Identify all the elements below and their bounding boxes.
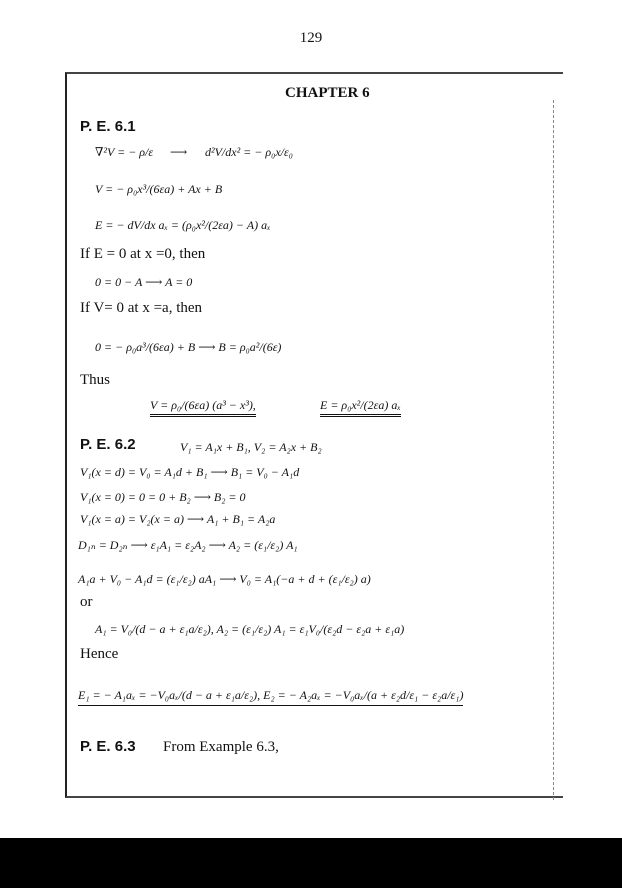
result-a-zero: 0 = 0 − A ⟶ A = 0: [95, 275, 193, 289]
page-number: 129: [299, 30, 323, 46]
boundary-eq-3: V₁(x = a) = V₂(x = a) ⟶ A₁ + B₁ = A₂a: [80, 512, 276, 526]
frame-right-edge: [553, 100, 554, 800]
pe-6-3-label: P. E. 6.3: [80, 738, 136, 755]
condition-v-zero: If V= 0 at x =a, then: [80, 300, 203, 316]
final-field: E = ρ₀x²/(2εa) aₓ: [320, 398, 401, 417]
chapter-title: CHAPTER 6: [285, 85, 370, 101]
arrow-icon: ⟶: [170, 145, 188, 159]
result-b: 0 = − ρ₀a³/(6εa) + B ⟶ B = ρ₀a²/(6ε): [95, 340, 282, 354]
field-results: E₁ = − A₁aₓ = −V₀aₓ/(d − a + ε₁a/ε₂), E₂ = − A₂aₓ = −V₀aₓ/(a + ε₂d/ε₁ − ε₂a/ε₁): [78, 688, 463, 706]
boundary-eq-5: A₁a + V₀ − A₁d = (ε₁/ε₂) aA₁ ⟶ V₀ = A₁(−a + d + (ε₁/ε₂) a): [78, 572, 371, 586]
potential-general: V = − ρ₀x³/(6εa) + Ax + B: [95, 182, 223, 196]
thus-label: Thus: [80, 372, 110, 388]
linear-potentials: V₁ = A₁x + B₁, V₂ = A₂x + B₂: [180, 440, 322, 454]
pe-6-2-label: P. E. 6.2: [80, 436, 136, 453]
bottom-scan-edge: [0, 838, 622, 888]
condition-e-zero: If E = 0 at x =0, then: [80, 246, 206, 262]
boundary-eq-2: V₁(x = 0) = 0 = 0 + B₂ ⟶ B₂ = 0: [80, 490, 246, 504]
final-potential: V = ρ₀/(6εa) (a³ − x³),: [150, 398, 256, 417]
field-general: E = − dV/dx aₓ = (ρ₀x²/(2εa) − A) aₓ: [95, 218, 271, 232]
ode-equation: d²V/dx² = − ρ₀x/ε₀: [205, 145, 293, 159]
boundary-eq-4: D₁ₙ = D₂ₙ ⟶ ε₁A₁ = ε₂A₂ ⟶ A₂ = (ε₁/ε₂) A₁: [78, 538, 298, 552]
hence-label: Hence: [80, 646, 119, 662]
pe-6-3-text: From Example 6.3,: [163, 739, 279, 755]
laplace-equation: ∇²V = − ρ/ε: [95, 145, 154, 159]
coefficients-eq: A₁ = V₀/(d − a + ε₁a/ε₂), A₂ = (ε₁/ε₂) A₁ = ε₁V₀/(ε₂d − ε₂a + ε₁a): [95, 622, 405, 636]
or-label: or: [80, 594, 93, 610]
pe-6-1-label: P. E. 6.1: [80, 118, 136, 135]
boundary-eq-1: V₁(x = d) = V₀ = A₁d + B₁ ⟶ B₁ = V₀ − A₁d: [80, 465, 300, 479]
